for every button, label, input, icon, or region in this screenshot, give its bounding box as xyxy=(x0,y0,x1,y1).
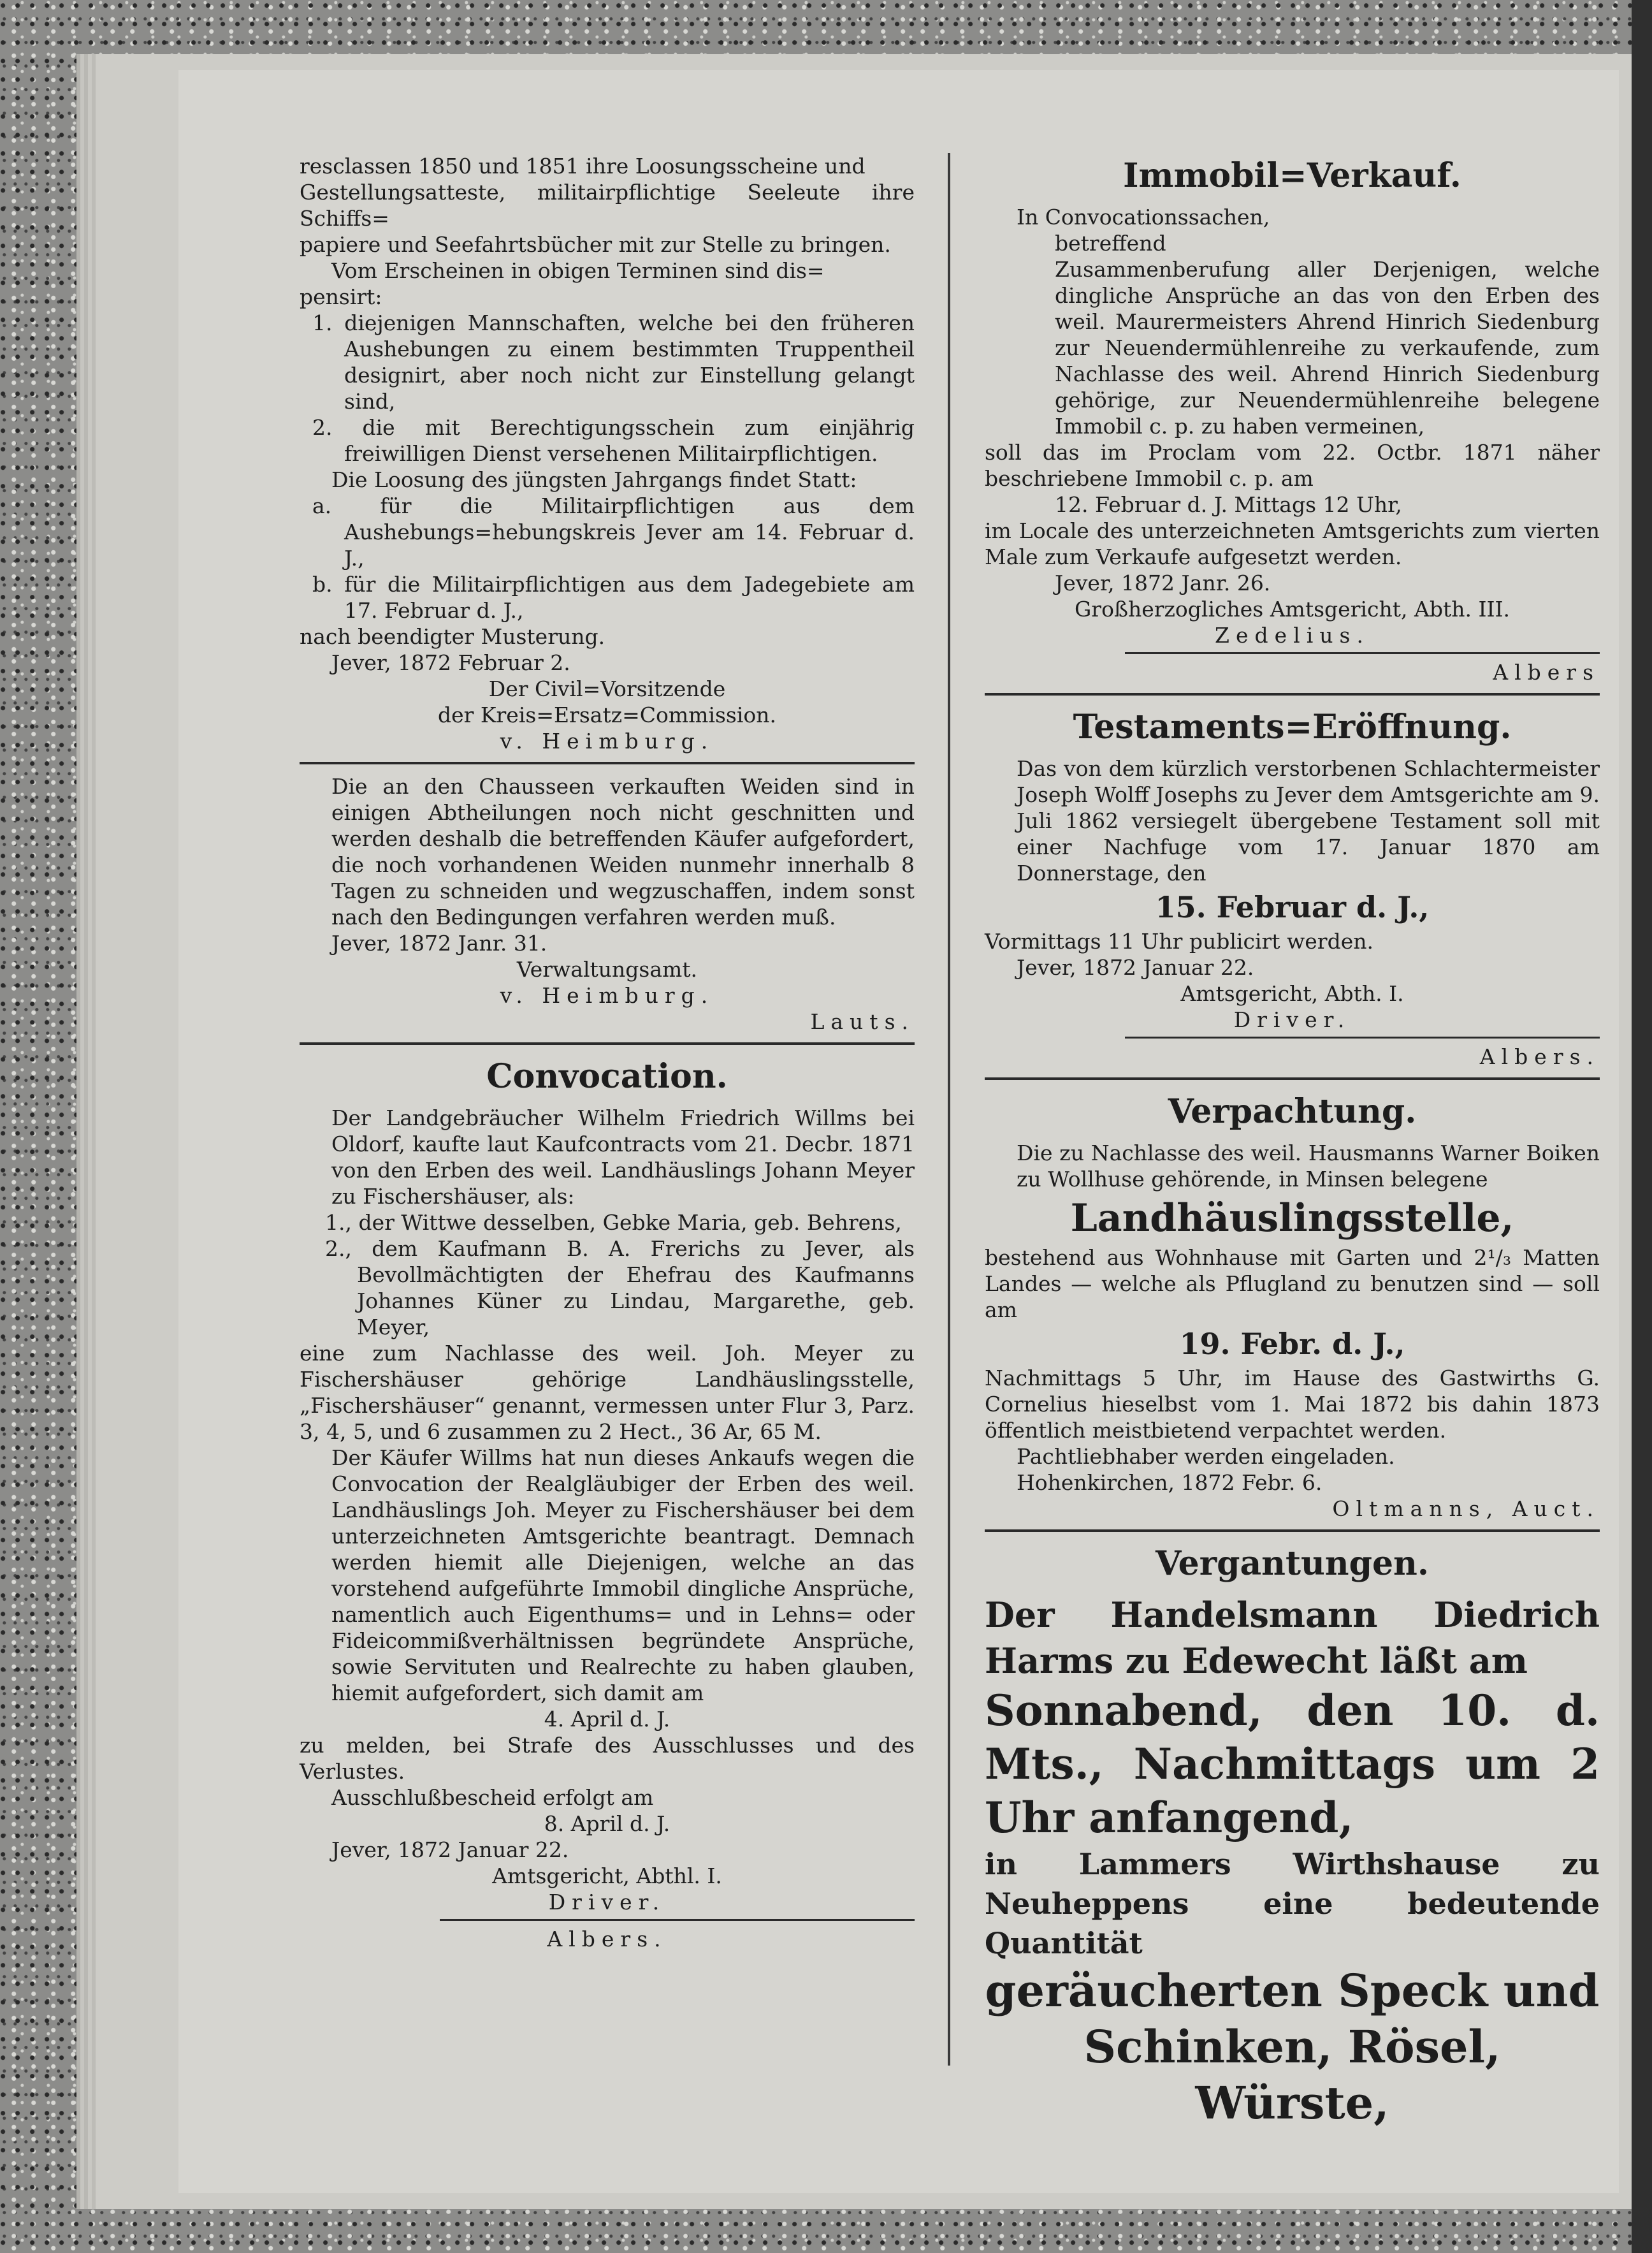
heading-convocation: Convocation. xyxy=(486,1057,728,1096)
list-item: a. für die Militairpflichtigen aus dem Aushebungs=hebungskreis Jever am 14. Februar d. J., xyxy=(312,493,915,571)
signature: Driver. xyxy=(548,1890,666,1914)
signature: Verwaltungsamt. xyxy=(516,957,698,982)
signature: Albers. xyxy=(547,1927,667,1951)
signature: Der Civil=Vorsitzende xyxy=(488,676,726,701)
signature: Großherzogliches Amtsgericht, Abth. III. xyxy=(1074,597,1511,622)
paragraph: Die zu Nachlasse des weil. Hausmanns Warner Boiken zu Wollhuse gehörende, in Minsen belegene xyxy=(1017,1141,1600,1192)
ad-text: in Lammers Wirthshause zu Neuheppens eine bedeutende Quantität xyxy=(985,1847,1600,1960)
paragraph: im Locale des unterzeichneten Amtsgerichts zum vierten Male zum Verkaufe aufgesetzt werden. xyxy=(985,518,1600,569)
signature: Oltmanns, Auct. xyxy=(1332,1496,1600,1521)
divider xyxy=(300,1042,915,1045)
paragraph: Pachtliebhaber werden eingeladen. xyxy=(1017,1444,1395,1469)
signature: der Kreis=Ersatz=Commission. xyxy=(437,703,777,727)
right-column xyxy=(985,153,1600,2131)
divider xyxy=(1125,652,1600,654)
signature: Driver. xyxy=(1233,1007,1351,1032)
signature: Albers xyxy=(1493,660,1600,685)
paragraph: Das von dem kürzlich verstorbenen Schlachtermeister Joseph Wolff Josephs zu Jever dem Amtsgerichte am 9. Juli 1862 versiegelt übergebene Testament soll mit einer Nachfuge vom 17. Januar 1870 am Donnerstage, den xyxy=(1017,756,1600,886)
ad-text: Sonnabend, den 10. d. Mts., Nachmittags um 2 Uhr anfangend, xyxy=(985,1686,1600,1842)
date-line: 15. Februar d. J., xyxy=(1155,890,1430,924)
date-line: Jever, 1872 Januar 22. xyxy=(331,1837,569,1862)
text-line: betreffend xyxy=(1055,231,1166,256)
divider xyxy=(985,693,1600,696)
signature: v. Heimburg. xyxy=(500,729,714,754)
paragraph: Zusammenberufung aller Derjenigen, welche dingliche Ansprüche an das von den Erben des weil. Maurermeisters Ahrend Hinrich Siedenburg zur Neuendermühlenreihe zu verkaufende, zum Nachlasse des weil. Ahrend Hinrich Siedenburg gehörige, zur Neuendermühlenreihe belegene Immobil c. p. zu haben vermeinen, xyxy=(1055,257,1600,439)
heading-verpachtung: Verpachtung. xyxy=(1168,1092,1417,1131)
date-line: 4. April d. J. xyxy=(544,1707,670,1732)
paragraph: Nachmittags 5 Uhr, im Hause des Gastwirths G. Cornelius hieselbst vom 1. Mai 1872 bis dahin 1873 öffentlich meistbietend verpachtet werden. xyxy=(985,1366,1600,1443)
signature: Amtsgericht, Abthl. I. xyxy=(492,1863,722,1888)
paragraph: Der Käufer Willms hat nun dieses Ankaufs wegen die Convocation der Realgläubiger der Erben des weil. Landhäuslings Joh. Meyer zu Fischershäuser bei dem unterzeichneten Amtsgerichte beantragt. Demnach werden hiemit alle Diejenigen, welche an das vorstehend aufgeführte Immobil dingliche Ansprüche, namentlich auch Eigenthums= und in Lehns= oder Fideicommißverhältnissen begründete Ansprüche, sowie Servituten und Realrechte zu haben glauben, hiemit aufgefordert, sich damit am xyxy=(331,1445,915,1705)
text-line: papiere und Seefahrtsbücher mit zur Stelle zu bringen. xyxy=(300,232,891,257)
ad-text: Der Handelsmann Diedrich Harms zu Edewecht läßt am xyxy=(985,1594,1600,1681)
divider xyxy=(440,1919,915,1921)
signature: v. Heimburg. xyxy=(500,983,714,1008)
date-line: Jever, 1872 Janr. 26. xyxy=(1055,571,1271,595)
paragraph: Vormittags 11 Uhr publicirt werden. xyxy=(985,929,1373,954)
date-line: 8. April d. J. xyxy=(544,1811,670,1836)
paragraph: eine zum Nachlasse des weil. Joh. Meyer zu Fischershäuser gehörige Landhäuslingsstelle, „Fischershäuser“ genannt, vermessen unter Flur 3, Parz. 3, 4, 5, und 6 zusammen zu 2 Hect., 36 Ar, 65 M. xyxy=(300,1341,915,1444)
signature: Amtsgericht, Abth. I. xyxy=(1180,981,1404,1006)
date-line: Jever, 1872 Januar 22. xyxy=(1017,955,1254,980)
divider xyxy=(985,1077,1600,1080)
date-line: Jever, 1872 Februar 2. xyxy=(331,650,570,675)
paragraph: bestehend aus Wohnhause mit Garten und 2¹/₃ Matten Landes — welche als Pflugland zu benutzen sind — soll am xyxy=(985,1245,1600,1322)
text-line: resclassen 1850 und 1851 ihre Loosungsscheine und xyxy=(300,154,866,179)
ad-text: geräucherten Speck und Schinken, Rösel, Würste, xyxy=(985,1964,1600,2129)
divider xyxy=(1125,1037,1600,1039)
text-line: Gestellungsatteste, militairpflichtige Seeleute ihre Schiffs= xyxy=(300,180,915,231)
text-line: In Convocationssachen, xyxy=(1017,205,1270,230)
heading-testaments-eroeffnung: Testaments=Eröffnung. xyxy=(1073,708,1512,747)
paragraph: zu melden, bei Strafe des Ausschlusses und des Verlustes. xyxy=(300,1733,915,1784)
date-line: 12. Februar d. J. Mittags 12 Uhr, xyxy=(1055,492,1402,517)
paragraph: Die Loosung des jüngsten Jahrgangs findet Statt: xyxy=(331,467,857,492)
heading-immobil-verkauf: Immobil=Verkauf. xyxy=(1123,156,1461,195)
list-item: 1., der Wittwe desselben, Gebke Maria, geb. Behrens, xyxy=(325,1210,902,1235)
divider xyxy=(985,1529,1600,1532)
date-line: 19. Febr. d. J., xyxy=(1179,1327,1405,1361)
date-line: Jever, 1872 Janr. 31. xyxy=(331,931,547,956)
column-separator xyxy=(948,153,950,2066)
paragraph: pensirt: xyxy=(300,284,382,309)
list-item: 1. diejenigen Mannschaften, welche bei den früheren Aushebungen zu einem bestimmten Truppentheil designirt, aber noch nicht zur Einstellung gelangt sind, xyxy=(312,310,915,414)
list-item: 2. die mit Berechtigungsschein zum einjährig freiwilligen Dienst versehenen Militairpflichtigen. xyxy=(312,415,915,466)
signature: Zedelius. xyxy=(1215,623,1370,648)
left-column xyxy=(300,153,915,1952)
paragraph: soll das im Proclam vom 22. Octbr. 1871 näher beschriebene Immobil c. p. am xyxy=(985,440,1600,491)
list-item: b. für die Militairpflichtigen aus dem Jadegebiete am 17. Februar d. J., xyxy=(312,572,915,623)
paragraph: Der Landgebräucher Wilhelm Friedrich Willms bei Oldorf, kaufte laut Kaufcontracts vom 21. Decbr. 1871 von den Erben des weil. Landhäuslings Johann Meyer zu Fischershäuser, als: xyxy=(331,1105,915,1209)
signature: Lauts. xyxy=(810,1009,915,1034)
signature: Albers. xyxy=(1479,1044,1600,1069)
date-line: Hohenkirchen, 1872 Febr. 6. xyxy=(1017,1470,1322,1495)
list-item: 2., dem Kaufmann B. A. Frerichs zu Jever, als Bevollmächtigten der Ehefrau des Kaufmanns Johannes Küner zu Lindau, Margarethe, geb. Meyer, xyxy=(325,1236,915,1339)
notice-weiden: Die an den Chausseen verkauften Weiden sind in einigen Abtheilungen noch nicht geschnitten und werden deshalb die betreffenden Käufer aufgefordert, die noch vorhandenen Weiden nunmehr innerhalb 8 Tagen zu schneiden und wegzuschaffen, indem sonst nach den Bedingungen verfahren werden muß. xyxy=(331,774,915,930)
paragraph: Ausschlußbescheid erfolgt am xyxy=(331,1785,654,1810)
heading-vergantungen: Vergantungen. xyxy=(1156,1544,1429,1583)
divider xyxy=(300,762,915,764)
paragraph: Vom Erscheinen in obigen Terminen sind dis= xyxy=(331,258,825,283)
paragraph: nach beendigter Musterung. xyxy=(300,624,605,649)
highlight-line: Landhäuslingsstelle, xyxy=(1070,1196,1514,1241)
